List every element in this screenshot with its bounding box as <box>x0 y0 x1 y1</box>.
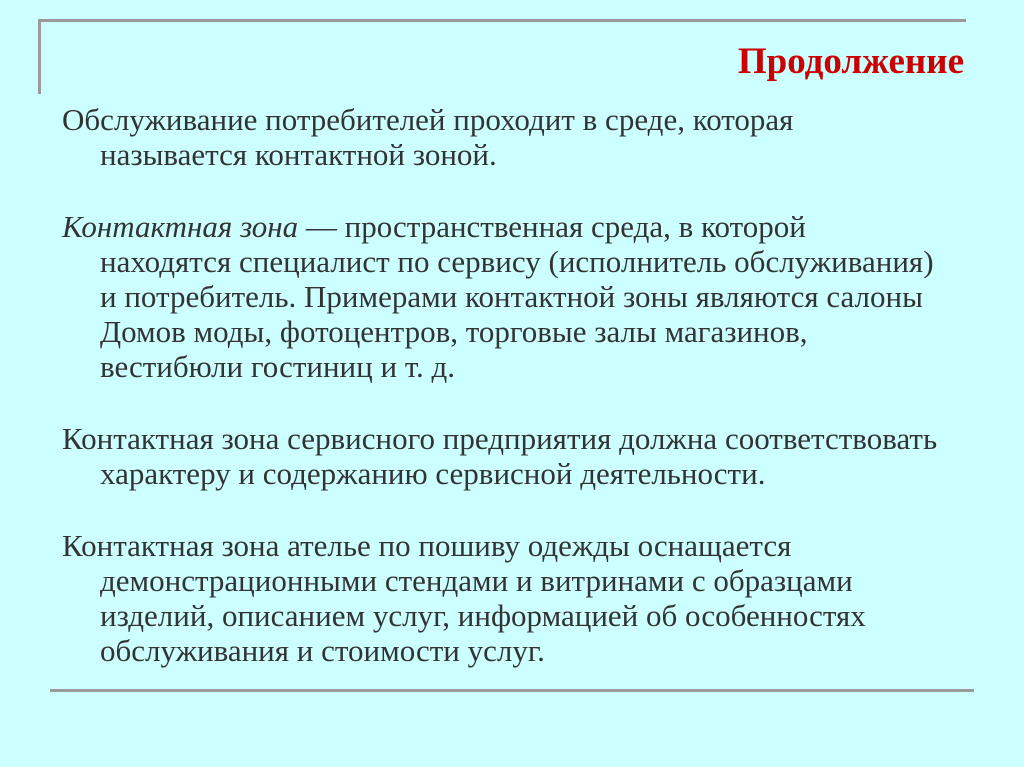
paragraph-service-environment: Обслуживание потребителей проходит в среде, которая называется контактной зоной. <box>62 102 794 172</box>
bottom-rule <box>50 689 974 692</box>
paragraph-enterprise-contact-zone: Контактная зона сервисного предприятия должна соответствовать характеру и содержанию сервисной деятельности. <box>62 421 938 491</box>
slide-title: Продолжение <box>737 41 964 82</box>
top-rule <box>40 19 966 22</box>
left-rule <box>38 19 41 94</box>
term-contact-zone: Контактная зона <box>62 209 299 244</box>
definition-text: — пространственная среда, в которой находятся специалист по сервису (исполнитель обслуживания) и потребитель. Примерами контактной зоны являются салоны Домов моды, фотоцентров, торговые залы магазинов, вестибюли гостиниц и т. д. <box>100 209 934 384</box>
slide-body <box>62 102 942 668</box>
paragraph-atelier-contact-zone: Контактная зона ателье по пошиву одежды оснащается демонстрационными стендами и витринами с образцами изделий, описанием услуг, информацией об особенностях обслуживания и стоимости услуг. <box>62 528 866 668</box>
paragraph-contact-zone-definition <box>62 209 942 384</box>
